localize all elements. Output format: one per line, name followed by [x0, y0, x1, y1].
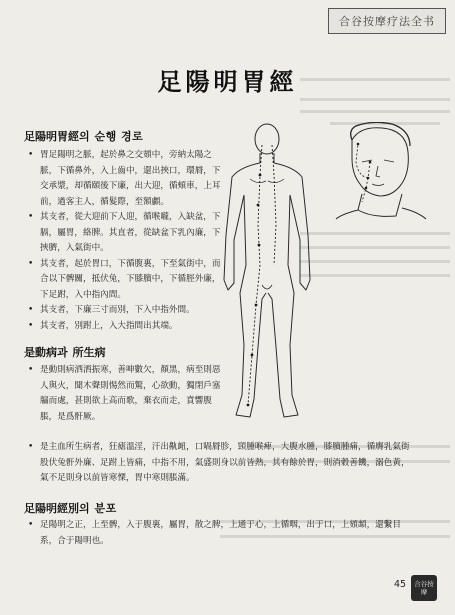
section-heading-tail: 所生病 — [72, 346, 106, 359]
header-box — [328, 8, 446, 34]
section-heading-disease — [24, 344, 105, 360]
list-item: • 足陽明之正，上至髀，入于腹裏，屬胃，散之脾，上通于心，上循咽，出于口，上頞䪼，還繫目系，合于陽明也。 — [28, 518, 418, 549]
disease-list-2 — [28, 440, 418, 487]
stamp-seal: 合谷按摩 — [411, 575, 437, 601]
section-heading-hanja: 足陽明經別 — [24, 502, 79, 515]
header-box-text: 合谷按摩疗法全书 — [339, 15, 435, 28]
section-heading-korean: 의 순행 경로 — [79, 130, 144, 143]
list-item: • 是主血所生病者，狂瘧溫淫，汗出鼽衄，口喎脣胗，頸腫喉痺，大腹水腫，膝臏腫痛，循膺乳氣街股伏兔骭外廉、足跗上皆痛，中指不用，氣盛則身以前皆熱，其有餘於胃，則消穀善饑，溺色黃，氣不足則身以前皆寒慄，胃中寒則脹滿。 — [28, 440, 418, 487]
list-item: • 其支者，別跗上，入大指間出其端。 — [28, 319, 228, 335]
head-profile-meridian-icon — [322, 122, 432, 220]
list-item: • 其支者，起於胃口，下循腹裏，下至氣街中，而合以下髀關，抵伏兔，下膝臏中，下循脛外廉，下足跗，入中指內間。 — [28, 257, 228, 304]
page-title: 足陽明胃經 — [157, 67, 298, 96]
page-number: 45 — [394, 579, 407, 590]
list-item: • 胃足陽明之脈，起於鼻之交頞中，旁納太陽之脈，下循鼻外，入上齒中，還出挾口，環脣，下交承漿，却循頤後下廉，出大迎，循頰車，上耳前，過客主人，循髮際，至額顱。 — [28, 148, 228, 210]
section-heading-hanja: 足陽明胃經 — [24, 130, 79, 143]
course-list — [28, 148, 228, 334]
list-item: • 是動則病洒洒振寒，善呻數欠，顏黑，病至則惡人與火，聞木聲則惕然而驚，心欲動，獨閉戶塞牖而處，甚則欲上高而歌，棄衣而走，賁響腹脹，是爲骭厥。 — [28, 363, 228, 425]
section-heading-korean: 의 분포 — [79, 502, 117, 515]
list-item: • 其支者，從大迎前下人迎，循喉嚨，入缺盆，下膈，屬胃，絡脾。其直者，從缺盆下乳內廉，下挾臍，入氣街中。 — [28, 210, 228, 257]
section-heading-hanja: 是動病 — [24, 346, 57, 359]
section-heading-course — [24, 128, 143, 144]
list-item: • 其支者，下廉三寸而別，下入中指外間。 — [28, 303, 228, 319]
disease-list — [28, 363, 228, 425]
branch-list — [28, 518, 418, 549]
section-heading-branch — [24, 500, 117, 516]
section-heading-korean: 과 — [57, 346, 73, 359]
